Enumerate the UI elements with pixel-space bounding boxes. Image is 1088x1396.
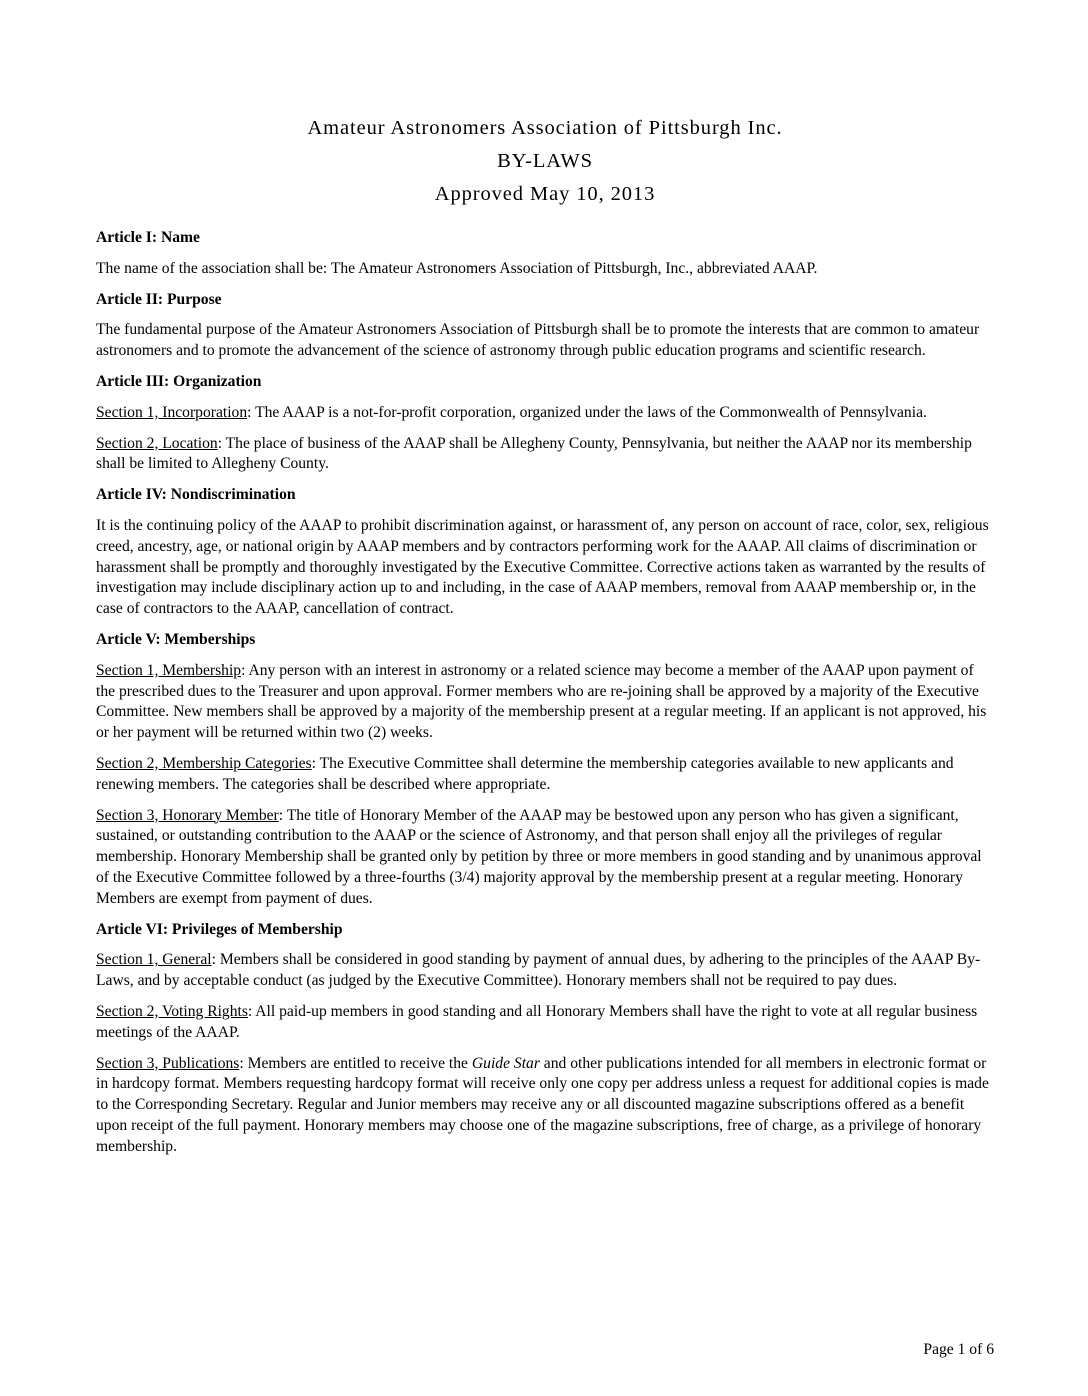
article-5-section-1 (96, 661, 994, 744)
section-text: : All paid-up members in good standing and all Honorary Members shall have the right to vote at all regular business meetings of the AAAP. (96, 1002, 978, 1041)
article-6-section-1 (96, 950, 994, 992)
article-5-section-3 (96, 806, 994, 910)
section-text: : The Executive Committee shall determine the membership categories available to new applicants and renewing members. The categories shall be described where appropriate. (96, 754, 954, 793)
document-title: BY-LAWS (497, 150, 593, 172)
section-label: Section 3, Honorary Member (96, 806, 279, 824)
article-3-section-2 (96, 434, 994, 476)
organization-title: Amateur Astronomers Association of Pittsburgh Inc. (307, 117, 783, 139)
section-label: Section 2, Location (96, 434, 218, 452)
article-1-text: The name of the association shall be: The Amateur Astronomers Association of Pittsburgh, Inc., abbreviated AAAP. (96, 259, 818, 277)
approval-date: Approved May 10, 2013 (434, 183, 656, 205)
article-3-heading: Article III: Organization (96, 372, 262, 390)
section-label: Section 1, Incorporation (96, 403, 248, 421)
article-4-text: It is the continuing policy of the AAAP to prohibit discrimination against, or harassment of, any person on account of race, color, sex, religious creed, ancestry, age, or national origin by AAAP members and by contractors performing work for the AAAP. All claims of discrimination or harassment shall be promptly and thoroughly investigated by the Executive Committee. Corrective actions taken as warranted by the results of investigation may include disciplinary action up to and including, in the case of AAAP members, removal from AAAP membership or, in the case of contractors to the AAAP, cancellation of contract. (96, 516, 989, 618)
title-block (96, 113, 994, 210)
article-6-heading: Article VI: Privileges of Membership (96, 920, 343, 938)
section-text: : The title of Honorary Member of the AAAP may be bestowed upon any person who has given a significant, sustained, or outstanding contribution to the AAAP or the science of Astronomy, and that person shall enjoy all the privileges of regular membership. Honorary Membership shall be granted only by petition by three or more members in good standing and by unanimous approval of the Executive Committee followed by a three-fourths (3/4) majority approval by the membership present at a regular meeting. Honorary Members are exempt from payment of dues. (96, 806, 982, 907)
article-5-section-2 (96, 754, 994, 796)
section-label: Section 2, Voting Rights (96, 1002, 248, 1020)
section-text: : Members are entitled to receive the (239, 1054, 472, 1072)
article-3-section-1 (96, 403, 994, 424)
document-page (96, 0, 994, 1167)
article-6-section-2 (96, 1002, 994, 1044)
section-label: Section 3, Publications (96, 1054, 240, 1072)
article-4-heading: Article IV: Nondiscrimination (96, 486, 296, 504)
section-label: Section 2, Membership Categories (96, 754, 312, 772)
section-text: and other publications intended for all members in electronic format or in hardcopy format. Members requesting hardcopy format will receive only one copy per address unless a request for additional copies is made to the Corresponding Secretary. Regular and Junior members may receive any or all discounted magazine subscriptions offered as a benefit upon receipt of the full payment. Honorary members may choose one of the magazine subscriptions, free of charge, as a privilege of honorary membership. (96, 1054, 989, 1155)
page-number: Page 1 of 6 (923, 1341, 994, 1358)
section-text: : Any person with an interest in astronomy or a related science may become a member of the AAAP upon payment of the prescribed dues to the Treasurer and upon approval. Former members who are re-joining shall be approved by a majority of the Executive Committee. New members shall be approved by a majority of the membership present at a regular meeting. If an applicant is not approved, his or her payment will be returned within two (2) weeks. (96, 661, 987, 742)
article-5-heading: Article V: Memberships (96, 630, 256, 648)
section-label: Section 1, General (96, 951, 212, 969)
section-text: : The place of business of the AAAP shall be Allegheny County, Pennsylvania, but neither the AAAP nor its membership shall be limited to Allegheny County. (96, 434, 972, 473)
article-2-heading: Article II: Purpose (96, 290, 222, 308)
section-text: : The AAAP is a not-for-profit corporation, organized under the laws of the Commonwealth of Pennsylvania. (247, 403, 927, 421)
article-1-heading: Article I: Name (96, 229, 200, 246)
section-label: Section 1, Membership (96, 661, 242, 679)
document-body (96, 228, 994, 1157)
article-6-section-3 (96, 1054, 994, 1158)
publication-name: Guide Star (471, 1054, 540, 1072)
section-text: : Members shall be considered in good standing by payment of annual dues, by adhering to the principles of the AAAP By-Laws, and by acceptable conduct (as judged by the Executive Committee). Honorary members shall not be required to pay dues. (96, 951, 981, 990)
article-2-text: The fundamental purpose of the Amateur Astronomers Association of Pittsburgh shall be to promote the interests that are common to amateur astronomers and to promote the advancement of the science of astronomy through public education programs and scientific research. (96, 321, 980, 360)
